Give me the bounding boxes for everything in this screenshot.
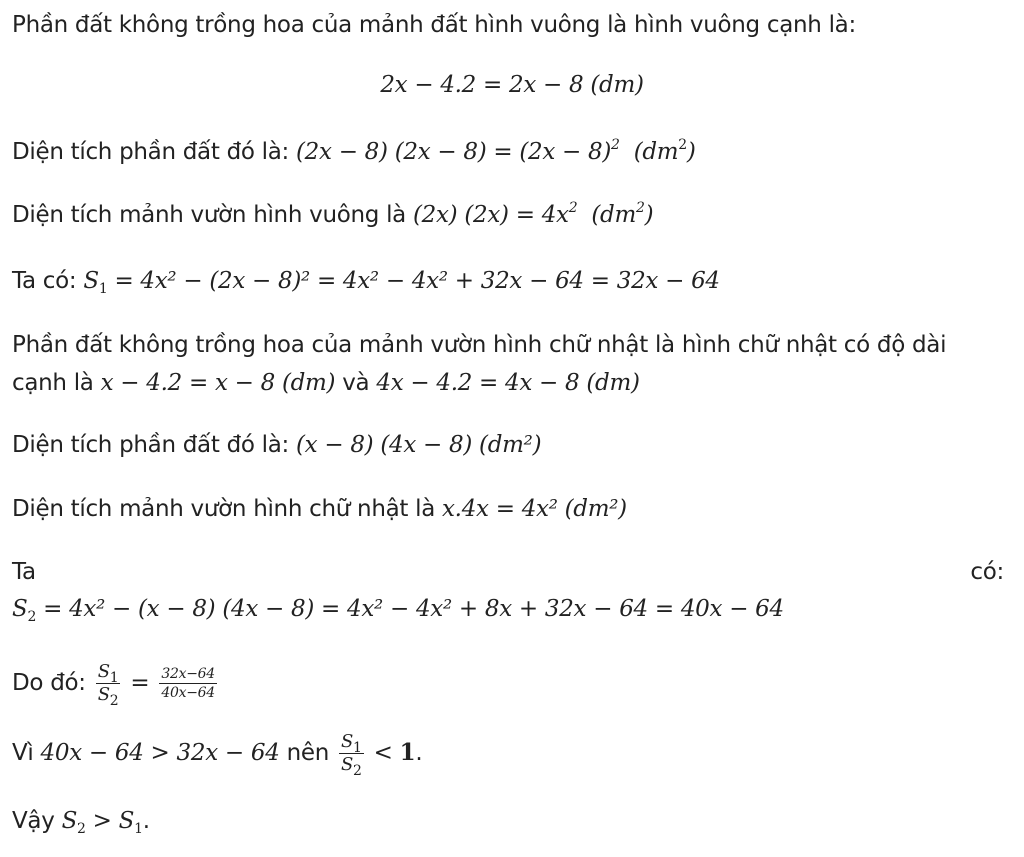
label: Diện tích mảnh vườn hình vuông là: [12, 202, 406, 228]
paragraph-square-intro: Phần đất không trồng hoa của mảnh đất hình vuông là hình vuông cạnh là:: [12, 12, 856, 38]
fraction-s1-s2: [339, 731, 364, 779]
exponent: 2: [568, 200, 578, 216]
equation: (x − 8) (4x − 8) (dm²): [296, 432, 542, 458]
paragraph-rect-garden-area: [12, 494, 1004, 524]
expr: = 4x² − (2x − 8)² = 4x² − 4x² + 32x − 64 = 32x − 64: [114, 268, 720, 294]
fraction-s1-s2: [96, 661, 121, 709]
fraction-ratio: [159, 667, 216, 700]
subscript: 1: [98, 281, 108, 297]
equation: [83, 268, 720, 297]
expr: (2x − 8) (2x − 8) = (2x − 8): [296, 139, 612, 165]
unit-exponent: 2: [678, 137, 687, 153]
exponent: 2: [611, 137, 620, 153]
conclusion-inequality: $S_2 > S_1$: [61, 808, 143, 837]
equation: x.4x = 4x² (dm²): [442, 496, 627, 522]
equation-side-b: 4x − 4.2 = 4x − 8 (dm): [376, 370, 640, 396]
denominator: 40x−64: [161, 685, 215, 701]
paragraph-square-unplanted-area: [12, 137, 1004, 167]
paragraph-ratio: [12, 660, 1004, 709]
equation: (2x − 8) $(2x - 8) = (2x - 8)^2$ $(dm^2)$: [296, 137, 696, 165]
label: Diện tích phần đất đó là:: [12, 432, 289, 458]
paragraph-rect-unplanted-area: [12, 430, 1004, 460]
unit: (dm: [591, 202, 636, 228]
equation-side-a: x − 4.2 = x − 8 (dm): [100, 370, 336, 396]
less-than: <: [373, 740, 400, 766]
paragraph-s2-header: [12, 557, 1004, 587]
inequality: 40x − 64 > 32x − 64: [40, 740, 280, 766]
and-word: và: [342, 370, 370, 396]
ta-word: Ta: [12, 559, 36, 585]
paragraph-square-garden-area: [12, 200, 1004, 230]
label: Ta có:: [12, 268, 77, 294]
subscript: 2: [27, 609, 37, 625]
equation-square-side: 2x − 4.2 = 2x − 8 (dm): [380, 72, 644, 98]
paragraph-comparison: Vì 40x − 64 > 32x − 64 nên $\frac{S_1}{S_2}$ < 1.: [12, 731, 423, 779]
numerator: $S_1$: [340, 731, 362, 756]
expr: (2x) (2x) = 4x: [412, 202, 569, 228]
denominator: $S_2$: [340, 754, 362, 779]
label: Diện tích mảnh vườn hình chữ nhật là: [12, 496, 435, 522]
paragraph-conclusion: Vậy $S_2 > S_1$.: [12, 808, 150, 837]
label: Do đó:: [12, 670, 86, 696]
numerator: 32x−64: [161, 666, 215, 682]
numerator: $S_1$: [97, 661, 119, 686]
equals-sign: =: [130, 670, 150, 696]
denominator: $S_2$: [97, 684, 119, 709]
equation: (2x) $(2x) = 4x^2$ $(dm^2)$: [412, 200, 654, 228]
unit-exponent: 2: [635, 200, 645, 216]
expr: = 4x² − (x − 8) (4x − 8) = 4x² − 4x² + 8x + 32x − 64 = 40x − 64: [43, 596, 784, 622]
label: Diện tích phần đất đó là:: [12, 139, 289, 165]
nen-word: nên: [286, 740, 329, 766]
one: 1: [399, 739, 416, 766]
label: cạnh là: [12, 370, 94, 396]
paragraph-rect-intro: Phần đất không trồng hoa của mảnh vườn hình chữ nhật là hình chữ nhật có độ dài: [12, 332, 947, 358]
unit: (dm: [633, 139, 679, 165]
s-symbol: S: [12, 596, 28, 622]
s-symbol: S: [83, 268, 99, 294]
vi-word: Vì: [12, 740, 34, 766]
co-word: có:: [970, 559, 1004, 585]
paragraph-rect-sides: [12, 368, 1004, 398]
paragraph-s1: [12, 266, 1004, 296]
equation-s2: [12, 594, 1004, 624]
label: Vậy: [12, 808, 55, 834]
